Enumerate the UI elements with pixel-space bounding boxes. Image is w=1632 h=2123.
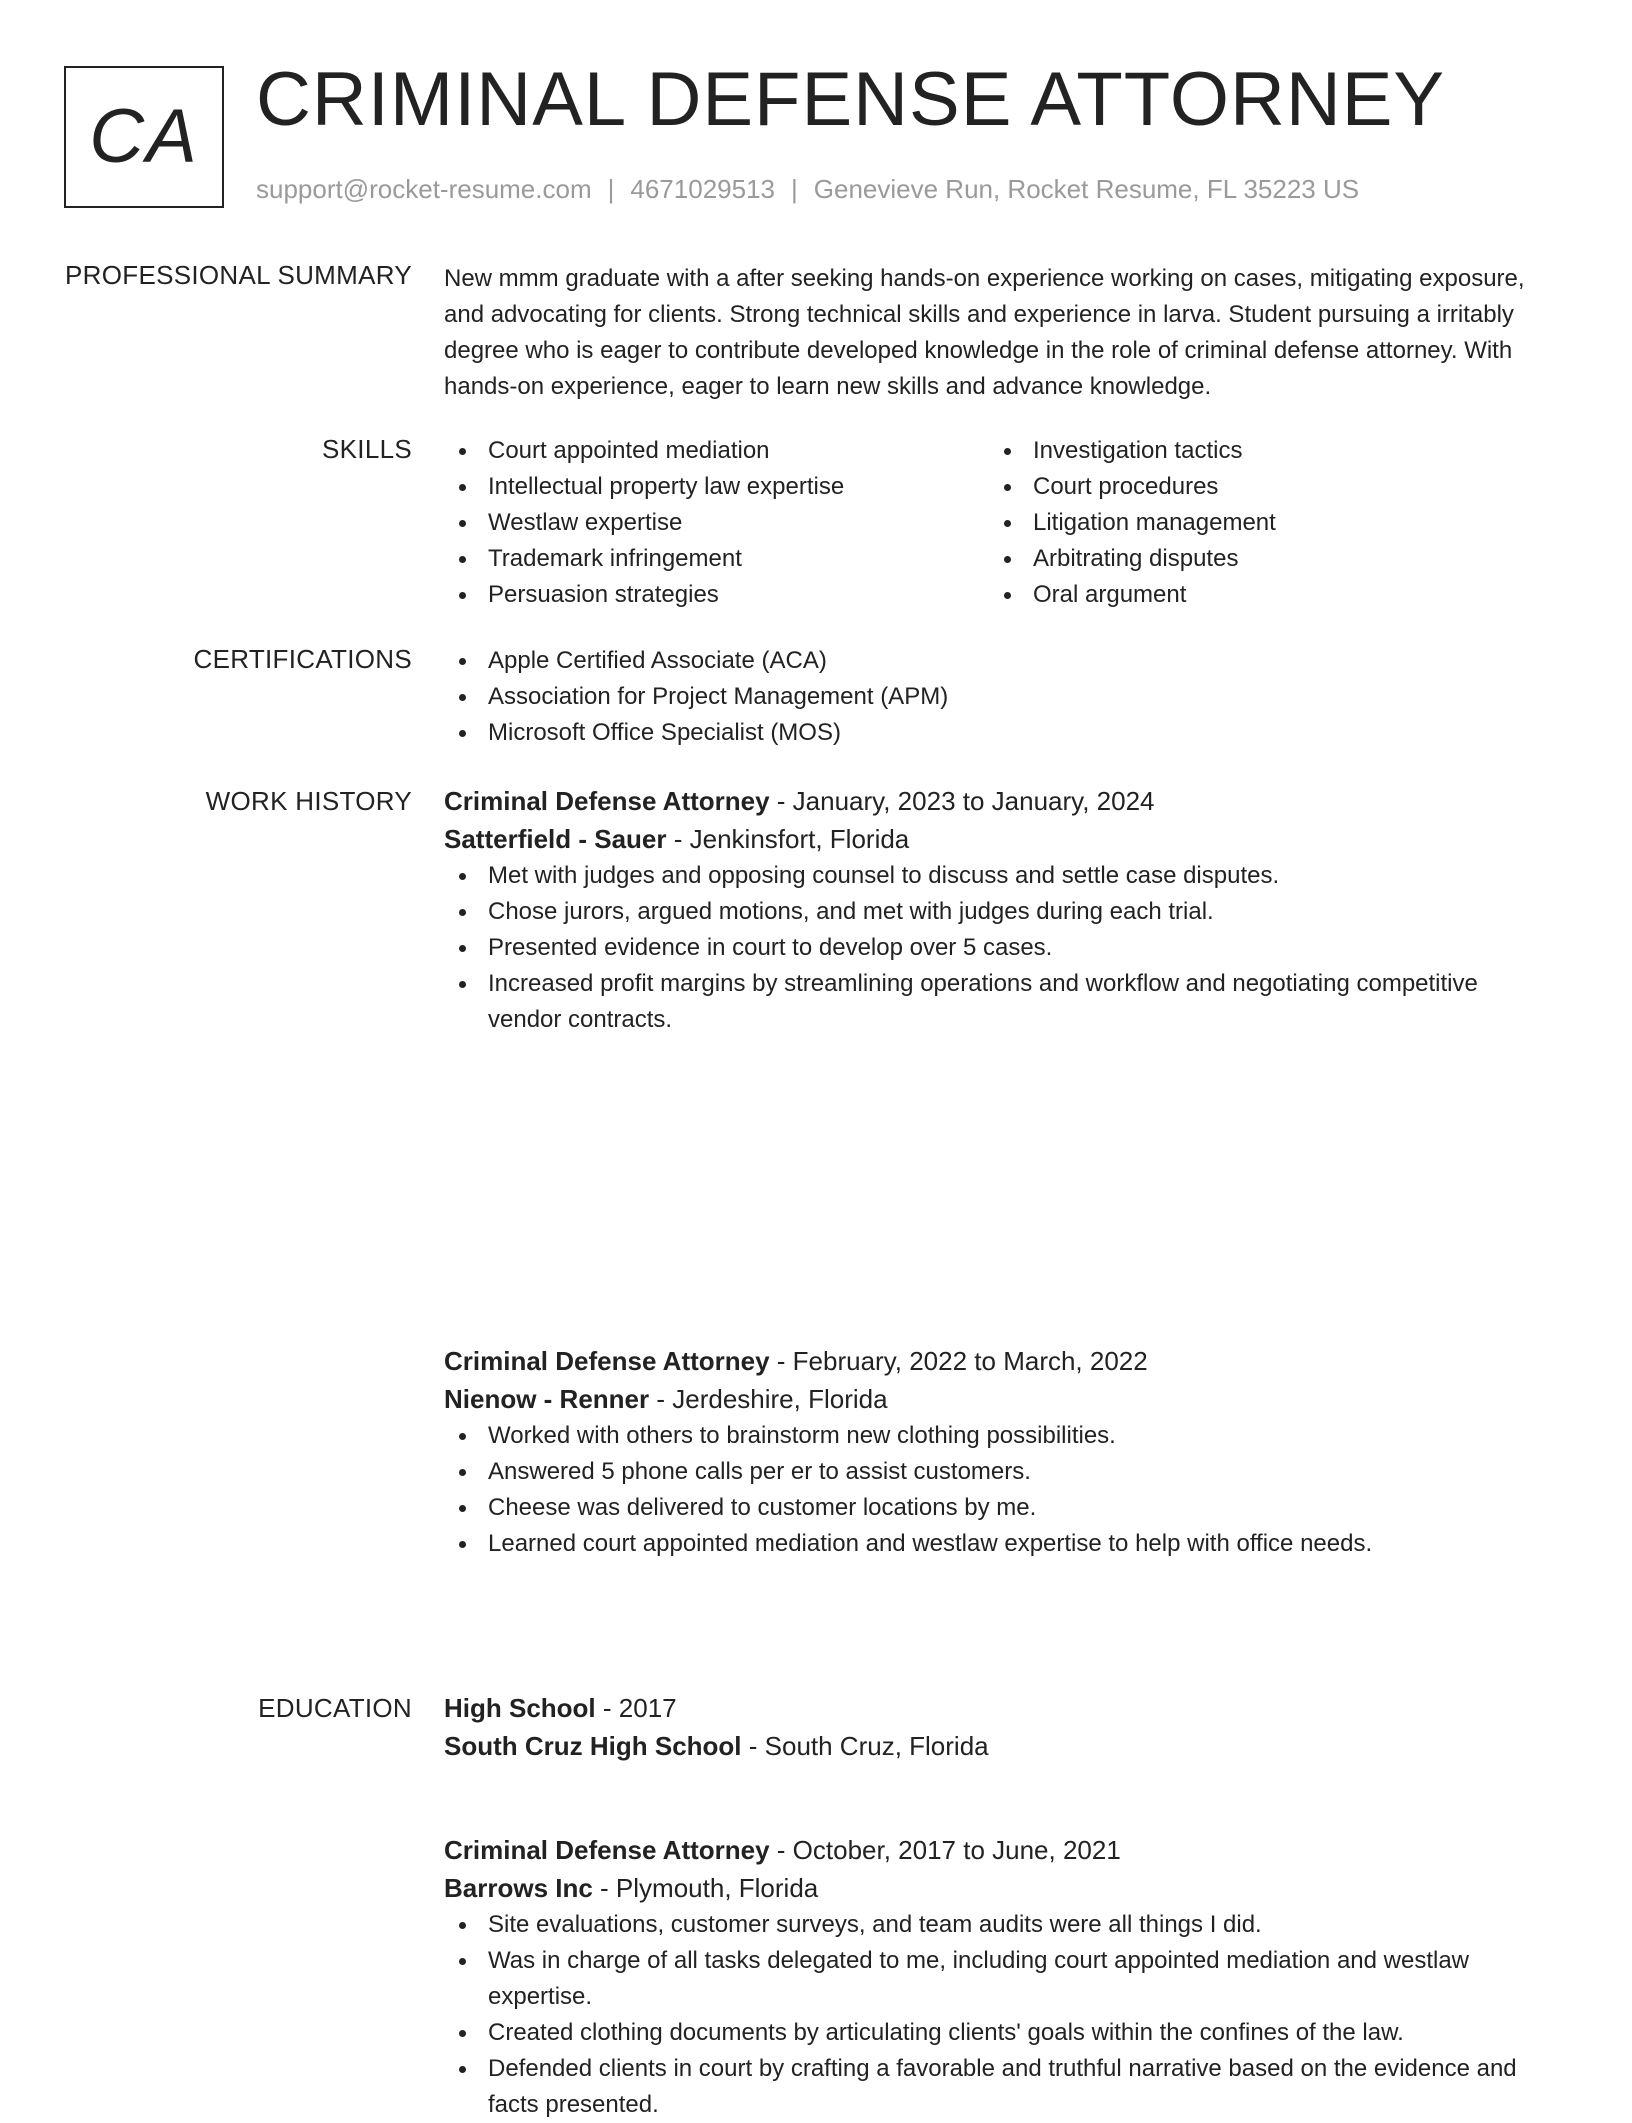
skills-body: [444, 433, 1554, 613]
skills-column-left: [444, 433, 989, 613]
job-location: - Jenkinsfort, Florida: [666, 824, 910, 854]
job-location: - Plymouth, Florida: [592, 1873, 819, 1903]
contact-email: support@rocket-resume.com: [256, 174, 592, 204]
education-label: EDUCATION: [258, 1693, 412, 1723]
monogram-box: [64, 66, 224, 208]
summary-label: PROFESSIONAL SUMMARY: [65, 260, 412, 290]
job-location: - Jerdeshire, Florida: [649, 1384, 888, 1414]
list-item: Cheese was delivered to customer locations by me.: [444, 1490, 1554, 1526]
education-school: South Cruz High School: [444, 1731, 742, 1761]
job-bullets: [444, 1907, 1554, 2123]
candidate-title: CRIMINAL DEFENSE ATTORNEY: [256, 57, 1446, 142]
education-body: [444, 1689, 1554, 1765]
education-school-line: [444, 1727, 1554, 1765]
summary-text: New mmm graduate with a after seeking hands-on experience working on cases, mitigating exposure, and advocating for clients. Strong technical skills and experience in larva. Student pursuing a irritably degree who is eager to contribute developed knowledge in the role of criminal defense attorney. With hands-on experience, eager to learn new skills and advance knowledge.: [444, 265, 1525, 400]
job-title-line: [444, 1342, 1554, 1380]
job-dates: - October, 2017 to June, 2021: [769, 1835, 1121, 1865]
job-title: Criminal Defense Attorney: [444, 786, 770, 816]
job-company-line: [444, 1869, 1554, 1907]
list-item: Microsoft Office Specialist (MOS): [444, 715, 1554, 751]
list-item: Defended clients in court by crafting a favorable and truthful narrative based on the evidence and facts presented.: [444, 2051, 1554, 2123]
list-item: Association for Project Management (APM): [444, 679, 1554, 715]
contact-phone: 4671029513: [630, 174, 775, 204]
list-item: Arbitrating disputes: [989, 541, 1534, 577]
contact-line: [256, 174, 1359, 205]
job-dates: - February, 2022 to March, 2022: [769, 1346, 1148, 1376]
skills-list-right: [989, 433, 1534, 613]
list-item: Oral argument: [989, 577, 1534, 613]
skills-grid: [444, 433, 1554, 613]
education-degree-line: [444, 1689, 1554, 1727]
list-item: Met with judges and opposing counsel to discuss and settle case disputes.: [444, 858, 1554, 894]
list-item: Litigation management: [989, 505, 1534, 541]
list-item: Answered 5 phone calls per er to assist customers.: [444, 1454, 1554, 1490]
list-item: Worked with others to brainstorm new clothing possibilities.: [444, 1418, 1554, 1454]
list-item: Court procedures: [989, 469, 1534, 505]
job-bullets: [444, 1418, 1554, 1562]
list-item: Apple Certified Associate (ACA): [444, 643, 1554, 679]
skills-label: SKILLS: [322, 434, 412, 464]
skills-list-left: [444, 433, 989, 613]
list-item: Presented evidence in court to develop over 5 cases.: [444, 930, 1554, 966]
skills-column-right: [989, 433, 1534, 613]
list-item: Westlaw expertise: [444, 505, 989, 541]
job-company-line: [444, 1380, 1554, 1418]
job-title-line: [444, 782, 1554, 820]
work-history-label: WORK HISTORY: [205, 786, 412, 816]
job-title: Criminal Defense Attorney: [444, 1835, 770, 1865]
certifications-body: [444, 643, 1554, 751]
list-item: Site evaluations, customer surveys, and team audits were all things I did.: [444, 1907, 1554, 1943]
list-item: Increased profit margins by streamlining operations and workflow and negotiating competitive vendor contracts.: [444, 966, 1554, 1038]
education-year: - 2017: [595, 1693, 677, 1723]
list-item: Persuasion strategies: [444, 577, 989, 613]
job-title-line: [444, 1831, 1554, 1869]
job-company: Barrows Inc: [444, 1873, 593, 1903]
job-entry: [444, 1831, 1554, 2123]
job-dates: - January, 2023 to January, 2024: [769, 786, 1155, 816]
job-company-line: [444, 820, 1554, 858]
job-entry: [444, 1342, 1554, 1562]
job-title: Criminal Defense Attorney: [444, 1346, 770, 1376]
education-location: - South Cruz, Florida: [741, 1731, 989, 1761]
list-item: Learned court appointed mediation and westlaw expertise to help with office needs.: [444, 1526, 1554, 1562]
list-item: Was in charge of all tasks delegated to me, including court appointed mediation and westlaw expertise.: [444, 1943, 1554, 2015]
list-item: Trademark infringement: [444, 541, 989, 577]
job-entry: [444, 782, 1554, 1038]
list-item: Chose jurors, argued motions, and met with judges during each trial.: [444, 894, 1554, 930]
list-item: Created clothing documents by articulating clients' goals within the confines of the law.: [444, 2015, 1554, 2051]
contact-separator: |: [791, 174, 798, 204]
contact-separator: |: [607, 174, 615, 204]
monogram-initials: CA: [89, 94, 199, 179]
certifications-label: CERTIFICATIONS: [193, 644, 412, 674]
job-company: Nienow - Renner: [444, 1384, 650, 1414]
certifications-list: [444, 643, 1554, 751]
list-item: Investigation tactics: [989, 433, 1534, 469]
job-bullets: [444, 858, 1554, 1038]
list-item: Intellectual property law expertise: [444, 469, 989, 505]
job-company: Satterfield - Sauer: [444, 824, 667, 854]
list-item: Court appointed mediation: [444, 433, 989, 469]
education-degree: High School: [444, 1693, 596, 1723]
contact-address: Genevieve Run, Rocket Resume, FL 35223 US: [813, 174, 1360, 204]
summary-body: [444, 261, 1554, 405]
